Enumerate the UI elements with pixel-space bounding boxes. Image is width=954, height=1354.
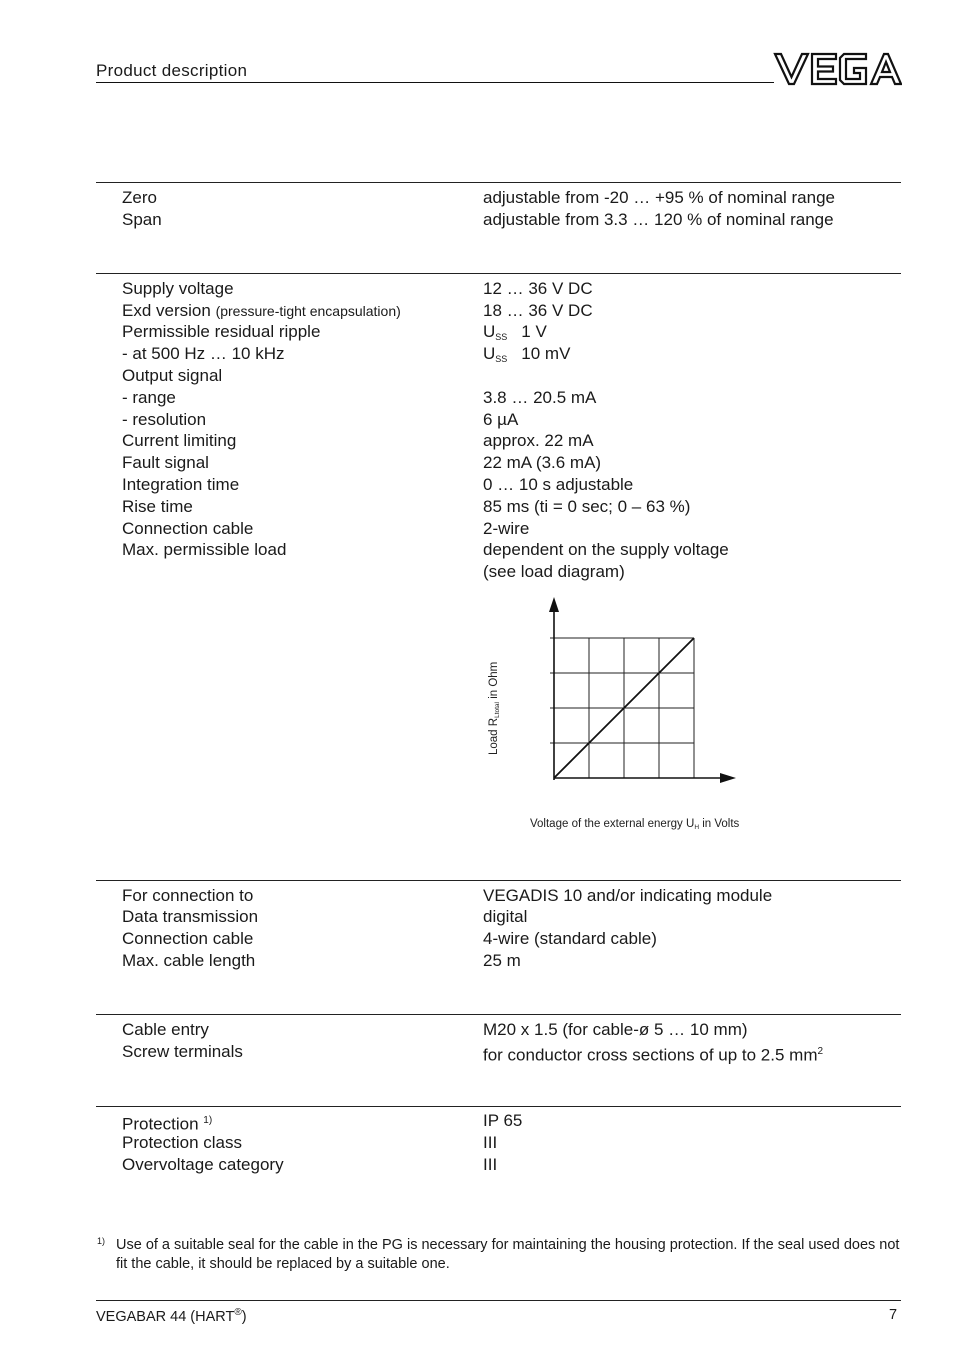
section-divider <box>96 182 901 183</box>
spec-value-max-load-note: (see load diagram) <box>483 562 625 581</box>
spec-label-ripple-frequency: - at 500 Hz … 10 kHz <box>122 344 285 363</box>
spec-value-current-limiting: approx. 22 mA <box>483 431 594 450</box>
spec-value-connection-cable: 2-wire <box>483 519 530 538</box>
spec-label-range: - range <box>122 388 176 407</box>
section-divider <box>96 880 901 881</box>
vega-logo <box>772 50 902 88</box>
spec-label-supply-voltage: Supply voltage <box>122 279 234 298</box>
spec-value-protection-class: III <box>483 1133 498 1152</box>
section-divider <box>96 273 901 274</box>
page-number: 7 <box>889 1307 898 1323</box>
spec-label-connection-cable-2: Connection cable <box>122 929 254 948</box>
spec-label-exd-version: Exd version (pressure-tight encapsulation) <box>122 301 401 320</box>
spec-value-range: 3.8 … 20.5 mA <box>483 388 597 407</box>
footer-rule <box>96 1300 901 1301</box>
spec-value-integration-time: 0 … 10 s adjustable <box>483 475 634 494</box>
spec-value-for-connection-to: VEGADIS 10 and/or indicating module <box>483 886 773 905</box>
spec-label-cable-entry: Cable entry <box>122 1020 209 1039</box>
spec-label-span: Span <box>122 210 162 229</box>
spec-label-protection-class: Protection class <box>122 1133 242 1152</box>
footer-product-name: VEGABAR 44 (HART®) <box>96 1307 247 1325</box>
spec-value-max-cable-length: 25 m <box>483 951 521 970</box>
spec-value-resolution: 6 µA <box>483 410 519 429</box>
spec-value-ripple-frequency: $U_{SS}$ 10 mV <box>483 344 571 364</box>
footnote-mark: 1) <box>97 1236 106 1246</box>
load-diagram-chart <box>470 590 800 840</box>
y-axis-arrow <box>549 597 559 612</box>
spec-label-max-cable-length: Max. cable length <box>122 951 256 970</box>
footnote-text: Use of a suitable seal for the cable in the PG is necessary for maintaining the housing protection. If the seal used does not fit the cable, it should be replaced by a suitable one. <box>116 1237 900 1272</box>
spec-value-cable-entry: M20 x 1.5 (for cable-ø 5 … 10 mm) <box>483 1020 748 1039</box>
spec-value-residual-ripple: $U_{SS}$ 1 V <box>483 322 547 342</box>
page-header-title: Product description <box>96 61 248 80</box>
spec-value-supply-voltage: 12 … 36 V DC <box>483 279 593 298</box>
spec-label-residual-ripple: Permissible residual ripple <box>122 322 321 341</box>
spec-value-screw-terminals: for conductor cross sections of up to 2.5 $mm^2$ <box>483 1045 824 1065</box>
section-divider <box>96 1106 901 1107</box>
spec-label-rise-time: Rise time <box>122 497 193 516</box>
exd-version-note: (pressure-tight encapsulation) <box>215 303 401 319</box>
spec-value-connection-cable-2: 4-wire (standard cable) <box>483 929 657 948</box>
spec-label-integration-time: Integration time <box>122 475 240 494</box>
y-axis-label: Load RLtotal in Ohm <box>488 661 501 755</box>
spec-label-resolution: - resolution <box>122 410 207 429</box>
spec-value-exd-version: 18 … 36 V DC <box>483 301 593 320</box>
spec-label-overvoltage-category: Overvoltage category <box>122 1155 284 1174</box>
spec-label-protection: Protection $^{1)}$ <box>122 1114 213 1134</box>
section-divider <box>96 1014 901 1015</box>
spec-label-screw-terminals: Screw terminals <box>122 1042 243 1061</box>
spec-value-fault-signal: 22 mA (3.6 mA) <box>483 453 602 472</box>
x-axis-label: Voltage of the external energy UH in Volts <box>530 818 740 831</box>
spec-label-current-limiting: Current limiting <box>122 431 237 450</box>
spec-label-for-connection-to: For connection to <box>122 886 254 905</box>
spec-value-span: adjustable from 3.3 … 120 % of nominal range <box>483 210 834 229</box>
spec-label-fault-signal: Fault signal <box>122 453 209 472</box>
spec-value-data-transmission: digital <box>483 907 528 926</box>
spec-label-zero: Zero <box>122 188 157 207</box>
spec-value-max-load: dependent on the supply voltage <box>483 540 729 559</box>
spec-value-protection: IP 65 <box>483 1111 523 1130</box>
x-axis-arrow <box>720 773 736 783</box>
spec-value-overvoltage-category: III <box>483 1155 498 1174</box>
header-rule <box>96 82 774 83</box>
spec-value-zero: adjustable from -20 … +95 % of nominal range <box>483 188 836 207</box>
footnote-ref: 1) <box>203 1115 213 1126</box>
spec-label-output-signal: Output signal <box>122 366 223 385</box>
spec-label-connection-cable: Connection cable <box>122 519 254 538</box>
spec-label-data-transmission: Data transmission <box>122 907 259 926</box>
spec-value-rise-time: 85 ms (ti = 0 sec; 0 – 63 %) <box>483 497 691 516</box>
spec-label-max-load: Max. permissible load <box>122 540 287 559</box>
